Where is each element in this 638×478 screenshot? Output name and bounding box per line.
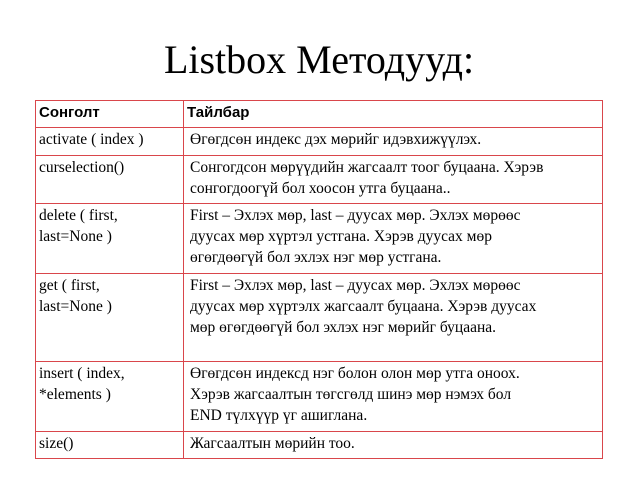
- method-name: get ( first, last=None ): [36, 274, 184, 362]
- method-description: First – Эхлэх мөр, last – дуусах мөр. Эхлэх мөрөөс дуусах мөр хүртэлх жагсаалт буцаана. Хэрэв дуусах мөр өгөгдөөгүй бол эхлэх нэг мөрийг буцаана.: [184, 274, 603, 362]
- table-row: [36, 128, 603, 156]
- method-name: size(): [36, 432, 184, 459]
- methods-table: [35, 100, 603, 459]
- method-description: First – Эхлэх мөр, last – дуусах мөр. Эхлэх мөрөөс дуусах мөр хүртэл устгана. Хэрэв дуусах мөр өгөгдөөгүй бол эхлэх нэг мөр устгана.: [184, 204, 603, 274]
- method-name: insert ( index, *elements ): [36, 362, 184, 432]
- method-description: Өгөгдсөн индексд нэг болон олон мөр утга оноох. Хэрэв жагсаалтын төгсгөлд шинэ мөр нэмэх бол END түлхүүр үг ашиглана.: [184, 362, 603, 432]
- method-description: Өгөгдсөн индекс дэх мөрийг идэвхижүүлэх.: [184, 128, 603, 156]
- method-description: Жагсаалтын мөрийн тоо.: [184, 432, 603, 459]
- table-header-row: [36, 101, 603, 128]
- method-description: Сонгогдсон мөрүүдийн жагсаалт тоог буцаана. Хэрэв сонгогдоогүй бол хоосон утга буцаана..: [184, 156, 603, 204]
- table-row: [36, 274, 603, 362]
- method-name: curselection(): [36, 156, 184, 204]
- table-row: [36, 432, 603, 459]
- table-row: [36, 156, 603, 204]
- method-name: delete ( first, last=None ): [36, 204, 184, 274]
- method-name: activate ( index ): [36, 128, 184, 156]
- table-row: [36, 362, 603, 432]
- column-header-option: Сонголт: [36, 101, 184, 128]
- column-header-description: Тайлбар: [184, 101, 603, 128]
- table-row: [36, 204, 603, 274]
- slide-title: Listbox Методууд:: [163, 37, 475, 82]
